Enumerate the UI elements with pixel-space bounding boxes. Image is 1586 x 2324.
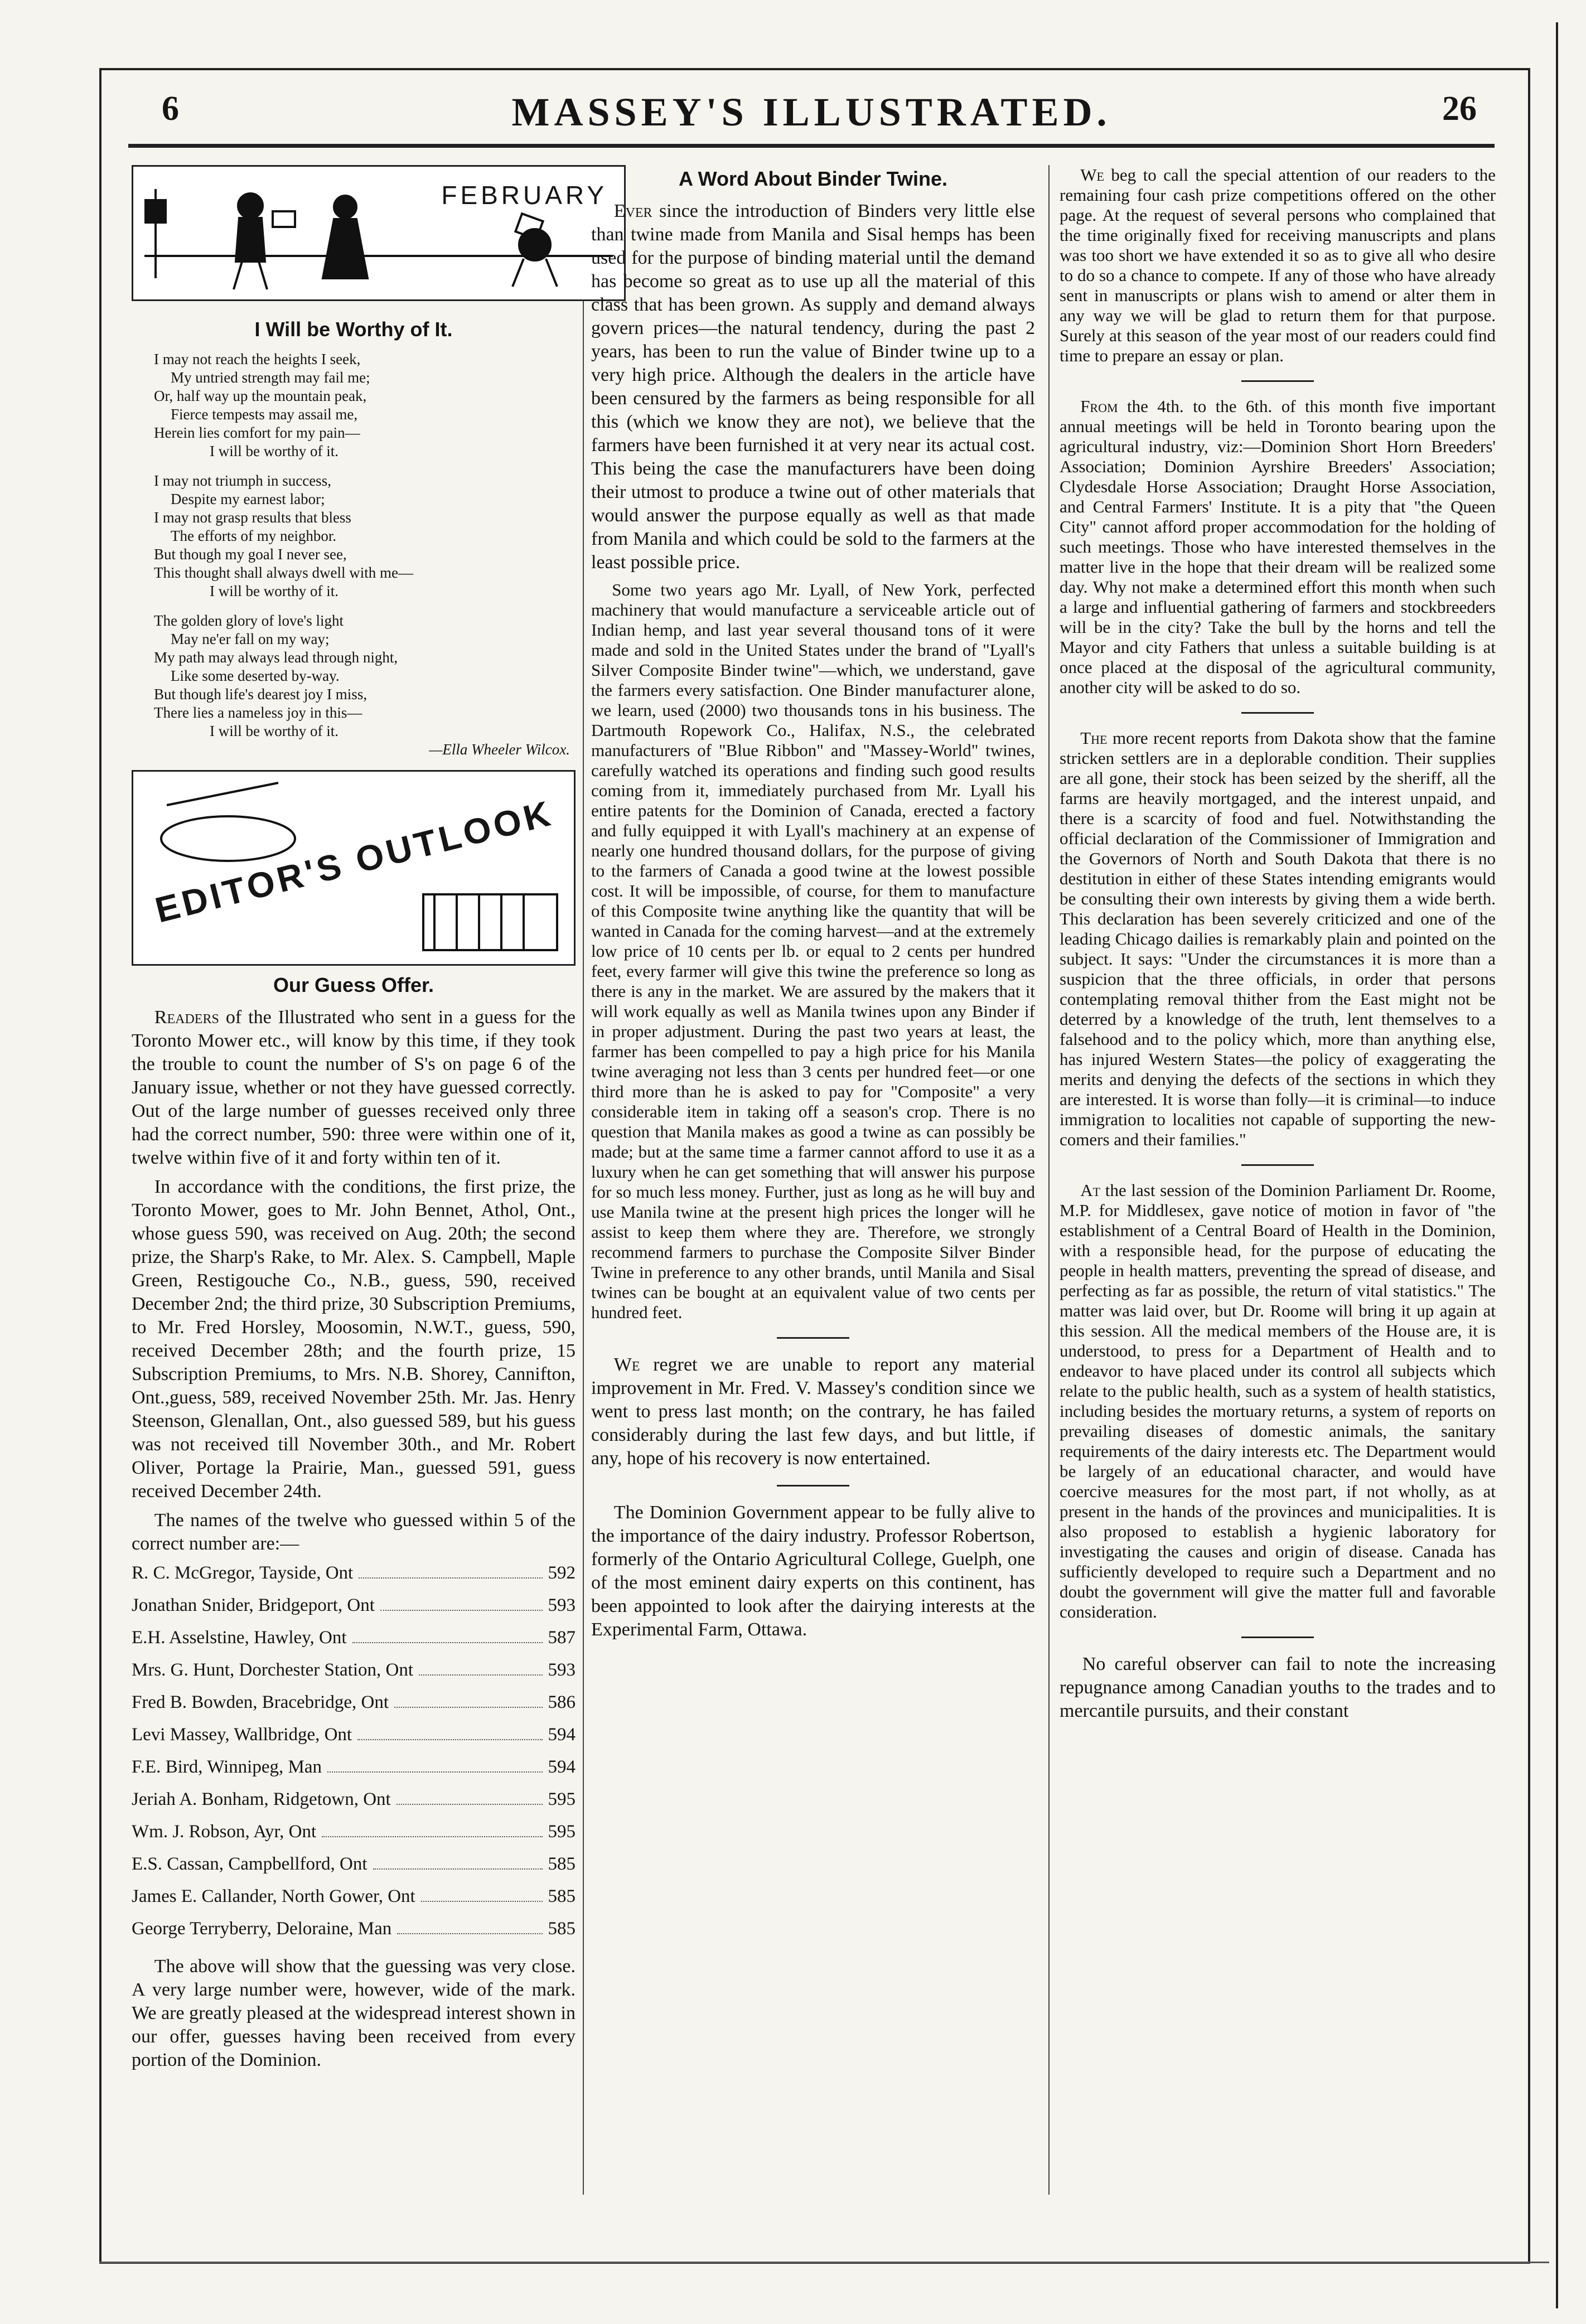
list-item: Fred B. Bowden, Bracebridge, Ont 586 bbox=[132, 1692, 576, 1712]
poem-line: There lies a nameless joy in this— bbox=[154, 704, 362, 721]
poem-line: I will be worthy of it. bbox=[210, 723, 339, 739]
poem-line: Herein lies comfort for my pain— bbox=[154, 424, 360, 441]
list-item: E.S. Cassan, Campbellford, Ont 585 bbox=[132, 1854, 576, 1874]
poem-line: I will be worthy of it. bbox=[210, 443, 339, 459]
poem-line: I may not triumph in success, bbox=[154, 472, 331, 489]
paragraph: Some two years ago Mr. Lyall, of New York, perfected machinery that would manufacture a serviceable article out of Indian hemp, and last year several thousand tons of it were made and sold in the United States under the brand of "Lyall's Silver Composite Binder twine"—which, we understand, gave the farmers every satisfaction. One Binder manufacturer alone, we learn, used (2000) two thousands tons in his business. The Dartmouth Ropework Co., Halifax, N.S., the celebrated manufacturers of "Blue Ribbon" and "Massey-World" twines, carefully watched its operations and finding such good results coming from it, immediately purchased from Mr. Lyall his entire patents for the Dominion of Canada, erected a factory and fully equipped it with Lyall's machinery at an expense of nearly one hundred thousand dollars, for the purpose of giving to the farmers of Canada a good twine at the lowest possible cost. It will be impossible, of course, for them to manufacture of this Composite twine anything like the quantity that will be wanted in Canada for the coming harvest—and at the extremely low price of 10 cents per lb. or equal to 2 cents per hundred feet, every farmer will give this twine the preference so long as there is any in the market. We are assured by the makers that it will work equally as well as Manila twines upon any Binder if in proper adjustment. During the past two years at least, the farmer has been compelled to pay a high price for his Manila twine averaging not less than 3 cents per hundred feet—or one third more than he is asked to pay for "Composite" a very considerable item in taking off a season's crop. There is no question that Manila makes as good a twine as can possibly be made; but at the same time a farmer cannot afford to use it as a luxury when he can get something that will answer his purpose for so much less money. Further, just as long as he will buy and use Manila twine at the present high prices the longer will he assist to keep them where they are. Therefore, we strongly recommend farmers to purchase the Composite Silver Binder Twine in preference to any other brands, until Manila and Sisal twines can be bought at an equivalent value of two cents per hundred feet. bbox=[591, 580, 1035, 1322]
poem-line: Like some deserted by-way. bbox=[171, 667, 340, 684]
poem-line: The golden glory of love's light bbox=[154, 612, 344, 629]
lead-word: The bbox=[1080, 728, 1108, 748]
paragraph: No careful observer can fail to note the increasing repugnance among Canadian youths to the trades and to mercantile pursuits, and their constant bbox=[1060, 1654, 1496, 1721]
lead-word: We bbox=[1080, 165, 1104, 185]
paragraph bbox=[132, 1006, 576, 1170]
column-divider bbox=[583, 165, 584, 2195]
column-divider bbox=[1048, 165, 1050, 2195]
poem-line: This thought shall always dwell with me— bbox=[154, 564, 413, 581]
list-item: Jeriah A. Bonham, Ridgetown, Ont 595 bbox=[132, 1789, 576, 1809]
guessers-list bbox=[132, 1561, 576, 1949]
paragraph-text: the last session of the Dominion Parliament Dr. Roome, M.P. for Middlesex, gave notice of motion in favor of "the establishment of a Central Board of Health in the Dominion, with a responsible head, for the purpose of educating the people in health matters, preventing the spread of disease, and perfecting as far as possible, the return of vital statistics." The matter was laid over, but Dr. Roome will bring it up again at this session. All the medical members of the House are, it is understood, to press for a Department of Health and to endeavor to have placed under its control all subjects which relate to the public health, such as a system of health statistics, including besides the mortuary returns, a system of reports on prevailing diseases of domestic animals, the sanitary requirements of the dairy interests etc. The Department would be largely of an educational character, and would have coercive measures for the most part, if not wholly, as at present in the hands of the provinces and municipalities. It is also proposed to establish a hygienic laboratory for investigating the causes and origin of disease. Canada has sufficiently developed to require such a Department and no doubt the government will give the matter full and favorable consideration. bbox=[1060, 1180, 1496, 1621]
poem-line: Fierce tempests may assail me, bbox=[171, 406, 358, 423]
poem-line: I may not grasp results that bless bbox=[154, 509, 351, 526]
poem-title: I Will be Worthy of It. bbox=[254, 318, 453, 341]
paragraph: The above will show that the guessing was very close. A very large number were, however, wide of the mark. We are greatly pleased at the widespread interest shown in our offer, guesses having been received from every portion of the Dominion. bbox=[132, 1956, 576, 2070]
poem-stanza bbox=[154, 472, 576, 601]
list-item: Levi Massey, Wallbridge, Ont 594 bbox=[132, 1725, 576, 1745]
paragraph: The Dominion Government appear to be fully alive to the importance of the dairy industry. Professor Robertson, formerly of the Ontario Agricultural College, Guelph, one of the most eminent dairy experts on this continent, has been appointed to look after the dairying interests at the Experimental Farm, Ottawa. bbox=[591, 1502, 1035, 1640]
column-right bbox=[1060, 165, 1496, 2240]
paragraph-text: regret we are unable to report any material improvement in Mr. Fred. V. Massey's condition since we went to press last month; on the contrary, he has failed considerably during the last few days, and but little, if any, hope of his recovery is now entertained. bbox=[591, 1354, 1036, 1469]
margin-rule bbox=[1556, 22, 1558, 2308]
paragraph-text: of the Illustrated who sent in a guess for the Toronto Mower etc., will know by this time, if they took the trouble to count the number of S's on page 6 of the January issue, whether or not they have guessed correctly. Out of the large number of guesses received only three had the correct number, 590: three were within one of it, twelve within five of it and forty within ten of it. bbox=[132, 1007, 576, 1168]
section-divider bbox=[1241, 1637, 1314, 1638]
paragraph bbox=[591, 200, 1035, 574]
poem-line: But though life's dearest joy I miss, bbox=[154, 686, 368, 703]
lead-word: At bbox=[1080, 1180, 1101, 1200]
page-number-left: 6 bbox=[162, 90, 179, 128]
paragraph bbox=[1060, 396, 1496, 698]
list-item: R. C. McGregor, Tayside, Ont 592 bbox=[132, 1563, 576, 1583]
section-divider bbox=[1241, 1164, 1314, 1166]
paragraph: The names of the twelve who guessed within 5 of the correct number are:— bbox=[132, 1510, 576, 1554]
editors-outlook-label: EDITOR'S OUTLOOK bbox=[151, 792, 558, 931]
list-item: E.H. Asselstine, Hawley, Ont 587 bbox=[132, 1628, 576, 1648]
column-left bbox=[132, 165, 607, 2240]
paragraph-text: beg to call the special attention of our readers to the remaining four cash prize competitions offered on the other page. At the request of several persons who complained that the time originally fixed for receiving manuscripts and plans was too short we have extended it so as to give all who desire to do so a chance to compete. If any of those who have already sent in manuscripts or plans wish to amend or alter them in any way we will be glad to return them for that purpose. Surely at this season of the year most of our readers could find time to prepare an essay or plan. bbox=[1060, 165, 1496, 365]
poem-line: I may not reach the heights I seek, bbox=[154, 351, 361, 367]
column-middle bbox=[591, 165, 1035, 2240]
list-item: James E. Callander, North Gower, Ont 585 bbox=[132, 1886, 576, 1906]
list-item: Wm. J. Robson, Ayr, Ont 595 bbox=[132, 1822, 576, 1842]
paragraph: In accordance with the conditions, the first prize, the Toronto Mower, goes to Mr. John Bennet, Athol, Ont., whose guess 590, was received on Aug. 20th; the second prize, the Sharp's Rake, to Mr. Alex. S. Campbell, Maple Green, Restigouche Co., N.B., guess, 590, received December 2nd; the third prize, 30 Subscription Premiums, to Mr. Fred Horsley, Moosomin, N.W.T., guess, 590, received December 28th; and the fourth prize, 15 Subscription Premiums, to Mrs. N.B. Shorey, Cannifton, Ont.,guess, 589, received November 25th. Mr. Jas. Henry Steenson, Glenallan, Ont., also guessed 589, but his guess was not received till November 30th., and Mr. Robert Oliver, Portage la Prairie, Man., guessed 591, guess received December 24th. bbox=[132, 1176, 576, 1502]
poem-line: I will be worthy of it. bbox=[210, 583, 339, 599]
section-divider bbox=[1241, 380, 1314, 382]
poem-stanza bbox=[154, 350, 576, 461]
poem-line: My path may always lead through night, bbox=[154, 649, 398, 666]
poem bbox=[154, 350, 576, 759]
section-divider bbox=[777, 1485, 849, 1487]
poem-line: The efforts of my neighbor. bbox=[171, 527, 337, 544]
poem-line: Or, half way up the mountain peak, bbox=[154, 388, 367, 404]
binder-twine-title: A Word About Binder Twine. bbox=[679, 167, 947, 190]
paragraph-text: more recent reports from Dakota show that the famine stricken settlers are in a deplorable condition. Their supplies are all gone, their stock has been seized by the sheriff, all the farms are heavily mortgaged, and the interest unpaid, and there is a scarcity of food and fuel. Notwithstanding the official declaration of the Commissioner of Immigration and the Governors of North and South Dakota that there is no destitution in either of these States intending emigrants would be consulting their own interests by giving them a wide berth. This declaration has been severely criticized and one of the leading Chicago dailies is remarkably plain and pointed on the subject. It says: "Under the circumstances it is more than a suspicion that the three officials, in order that persons contemplating removal thither from the East might not be deterred by a knowledge of the truth, lent themselves to a falsehood and to the policy which, more than anything else, has injured Western States—the policy of exaggerating the merits and denying the defects of the sections in which they are interested. It is worse than folly—it is criminal—to induce immigration to localities not capable of supporting the new-comers and their families." bbox=[1060, 728, 1496, 1149]
bottom-rule bbox=[99, 2262, 1549, 2263]
poem-stanza bbox=[154, 612, 576, 759]
list-item: F.E. Bird, Winnipeg, Man 594 bbox=[132, 1757, 576, 1777]
paragraph-text: the 4th. to the 6th. of this month five important annual meetings will be held in Toronto bearing upon the agricultural industry, viz:—Dominion Short Horn Breeders' Association; Dominion Ayrshire Breeders' Association; Clydesdale Horse Association; Draught Horse Association, and Central Farmers' Institute. It is a pity that "the Queen City" cannot afford proper accommodation for the holding of such meetings. Those who have interested themselves in the matter live in the hope that their dream will be realized some day. Why not make a determined effort this month when such a large and influential gathering of farmers and stockbreeders will be in the city? Take the bull by the horns and tell the Mayor and city Fathers that unless a suitable building is at once placed at the disposal of the agricultural community, another city will be asked to do so. bbox=[1060, 396, 1496, 697]
list-item: Mrs. G. Hunt, Dorchester Station, Ont 593 bbox=[132, 1660, 576, 1680]
poem-line: My untried strength may fail me; bbox=[171, 369, 370, 386]
paragraph bbox=[1060, 1180, 1496, 1622]
february-banner-illustration bbox=[132, 165, 626, 301]
section-divider bbox=[1241, 712, 1314, 714]
poem-attribution: —Ella Wheeler Wilcox. bbox=[429, 741, 570, 758]
guess-offer-title: Our Guess Offer. bbox=[273, 974, 434, 996]
editors-outlook-illustration bbox=[132, 770, 576, 966]
section-divider bbox=[777, 1337, 849, 1339]
paragraph bbox=[591, 1353, 1035, 1470]
lead-word: Ever bbox=[613, 201, 652, 221]
paragraph-text: since the introduction of Binders very little else than twine made from Manila and Sisal hemps has been used for the purpose of binding material until the demand has become so great as to use up all the material of this class that has been grown. As supply and demand always govern prices—the natural tendency, during the past 2 years, has been to run the value of Binder twine up to a very high price. Although the dealers in the article have been censured by the farmers as being responsible for all this (which we know they are not), we believe that the farmers have been furnished it at very near its actual cost. This being the case the manufacturers have been doing their utmost to produce a twine out of other materials that would answer the purpose equally as well as that made from Manila and which could be sold to the farmers at the least possible price. bbox=[591, 201, 1036, 573]
lead-word: We bbox=[613, 1354, 640, 1375]
poem-line: May ne'er fall on my way; bbox=[171, 631, 330, 647]
poem-line: But though my goal I never see, bbox=[154, 546, 347, 563]
masthead-title: MASSEY'S ILLUSTRATED. bbox=[511, 90, 1111, 134]
list-item: Jonathan Snider, Bridgeport, Ont 593 bbox=[132, 1595, 576, 1615]
poem-line: Despite my earnest labor; bbox=[171, 491, 325, 507]
list-item: George Terryberry, Deloraine, Man 585 bbox=[132, 1919, 576, 1939]
page-number-right: 26 bbox=[1442, 90, 1477, 128]
lead-word: Readers bbox=[154, 1007, 219, 1028]
paragraph bbox=[1060, 728, 1496, 1150]
paragraph bbox=[1060, 165, 1496, 366]
february-banner-label: FEBRUARY bbox=[441, 181, 607, 210]
header-rule bbox=[128, 144, 1495, 148]
lead-word: From bbox=[1080, 396, 1118, 416]
